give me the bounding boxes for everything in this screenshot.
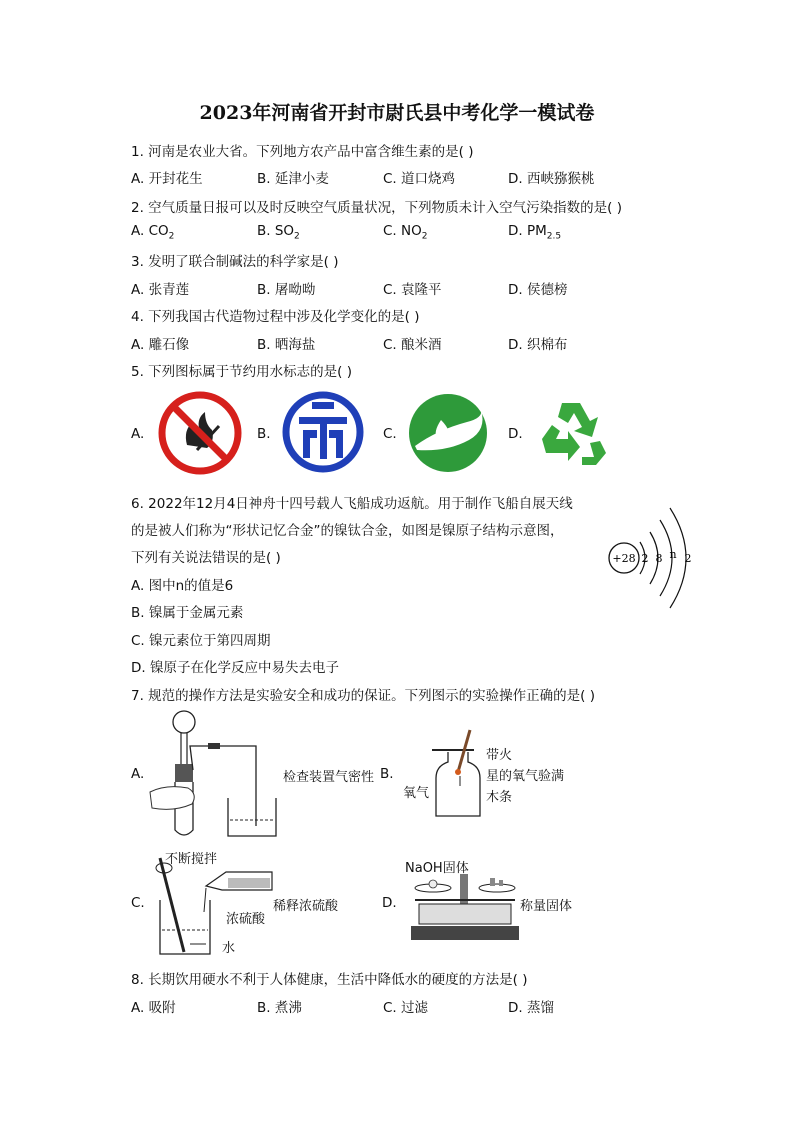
airtightness-check-apparatus [148, 708, 280, 840]
q8-option-d: D. 蒸馏 [508, 1000, 554, 1016]
question-6-line-1: 6. 2022年12月4日神舟十四号载人飞船成功返航。用于制作飞船自展天线 [131, 496, 573, 512]
q7-b-gas-label: 氧气 [403, 786, 430, 801]
question-5: 5. 下列图标属于节约用水标志的是( ) [131, 364, 352, 380]
q1-option-b: B. 延津小麦 [257, 171, 329, 187]
q8-option-b: B. 煮沸 [257, 1000, 302, 1016]
q7-option-b: B. [380, 766, 394, 782]
q4-option-c: C. 酿米酒 [383, 337, 442, 353]
nickel-atom-structure-diagram [604, 498, 704, 618]
q5-option-b: B. [257, 426, 271, 442]
q7-a-caption: 检查装置气密性 [283, 770, 375, 785]
q7-d-naoh-label: NaOH固体 [405, 861, 469, 876]
q7-b-label-1: 带火 [486, 748, 513, 763]
q2-option-a: A. $CO_2$ [131, 223, 175, 242]
q5-option-d: D. [508, 426, 523, 442]
q7-b-label-2: 星的氧气验满 [486, 769, 565, 784]
q8-option-a: A. 吸附 [131, 1000, 176, 1016]
question-8: 8. 长期饮用硬水不利于人体健康，生活中降低水的硬度的方法是( ) [131, 972, 528, 988]
q3-option-a: A. 张青莲 [131, 282, 190, 298]
atom-nucleus-label: +28 [612, 552, 636, 565]
question-1: 1. 河南是农业大省。下列地方农产品中富含维生素的是( ) [131, 144, 474, 160]
q7-c-stir-label: 不断搅拌 [165, 852, 218, 867]
q7-c-acid-label: 浓硫酸 [226, 912, 266, 927]
q2-option-d: D. $PM_{2.5}$ [508, 223, 562, 242]
dilution-apparatus [150, 852, 280, 958]
q7-c-water-label: 水 [222, 941, 236, 956]
atom-shell-4-label: 2 [684, 552, 692, 565]
q3-option-d: D. 侯德榜 [508, 282, 568, 298]
q8-option-c: C. 过滤 [383, 1000, 429, 1016]
atom-shell-2-label: 8 [655, 552, 663, 565]
q6-option-d: D. 镍原子在化学反应中易失去电子 [131, 660, 339, 676]
question-6-line-2: 的是被人们称为“形状记忆合金”的镍钛合金，如图是镍原子结构示意图， [131, 523, 564, 539]
q5-option-c: C. [383, 426, 397, 442]
q1-option-c: C. 道口烧鸡 [383, 171, 456, 187]
atom-shell-1-label: 2 [641, 552, 649, 565]
balance-apparatus [405, 870, 523, 948]
q7-c-caption: 稀释浓硫酸 [273, 899, 339, 914]
q4-option-d: D. 织棉布 [508, 337, 568, 353]
atom-shell-3-label: n [669, 548, 677, 561]
q7-option-c: C. [131, 895, 145, 911]
recycle-sign-icon [532, 395, 610, 471]
q2-option-c: C. $NO_2$ [383, 223, 428, 242]
question-2: 2. 空气质量日报可以及时反映空气质量状况，下列物质未计入空气污染指数的是( ) [131, 200, 622, 216]
q7-option-a: A. [131, 766, 145, 782]
page-title: 2023年河南省开封市尉氏县中考化学一模试卷 [199, 102, 595, 124]
q4-option-a: A. 雕石像 [131, 337, 190, 353]
no-fire-sign-icon [157, 390, 243, 476]
water-saving-sign-icon [281, 390, 365, 474]
question-4: 4. 下列我国古代造物过程中涉及化学变化的是( ) [131, 309, 420, 325]
q7-d-caption: 称量固体 [520, 899, 573, 914]
q7-option-d: D. [382, 895, 397, 911]
q1-option-d: D. 西峡猕猴桃 [508, 171, 595, 187]
q3-option-b: B. 屠呦呦 [257, 282, 316, 298]
water-drop-sign-icon [407, 392, 489, 474]
q1-option-a: A. 开封花生 [131, 171, 203, 187]
oxygen-bottle-apparatus [430, 728, 490, 820]
question-7: 7. 规范的操作方法是实验安全和成功的保证。下列图示的实验操作正确的是( ) [131, 688, 595, 704]
q6-option-a: A. 图中n的值是6 [131, 578, 234, 594]
q6-option-b: B. 镍属于金属元素 [131, 605, 244, 621]
q2-option-b: B. $SO_2$ [257, 223, 300, 242]
q7-b-label-3: 木条 [486, 790, 513, 805]
q6-option-c: C. 镍元素位于第四周期 [131, 633, 271, 649]
question-3: 3. 发明了联合制碱法的科学家是( ) [131, 254, 339, 270]
q3-option-c: C. 袁隆平 [383, 282, 442, 298]
q4-option-b: B. 晒海盐 [257, 337, 316, 353]
question-6-line-3: 下列有关说法错误的是( ) [131, 550, 281, 566]
q5-option-a: A. [131, 426, 145, 442]
